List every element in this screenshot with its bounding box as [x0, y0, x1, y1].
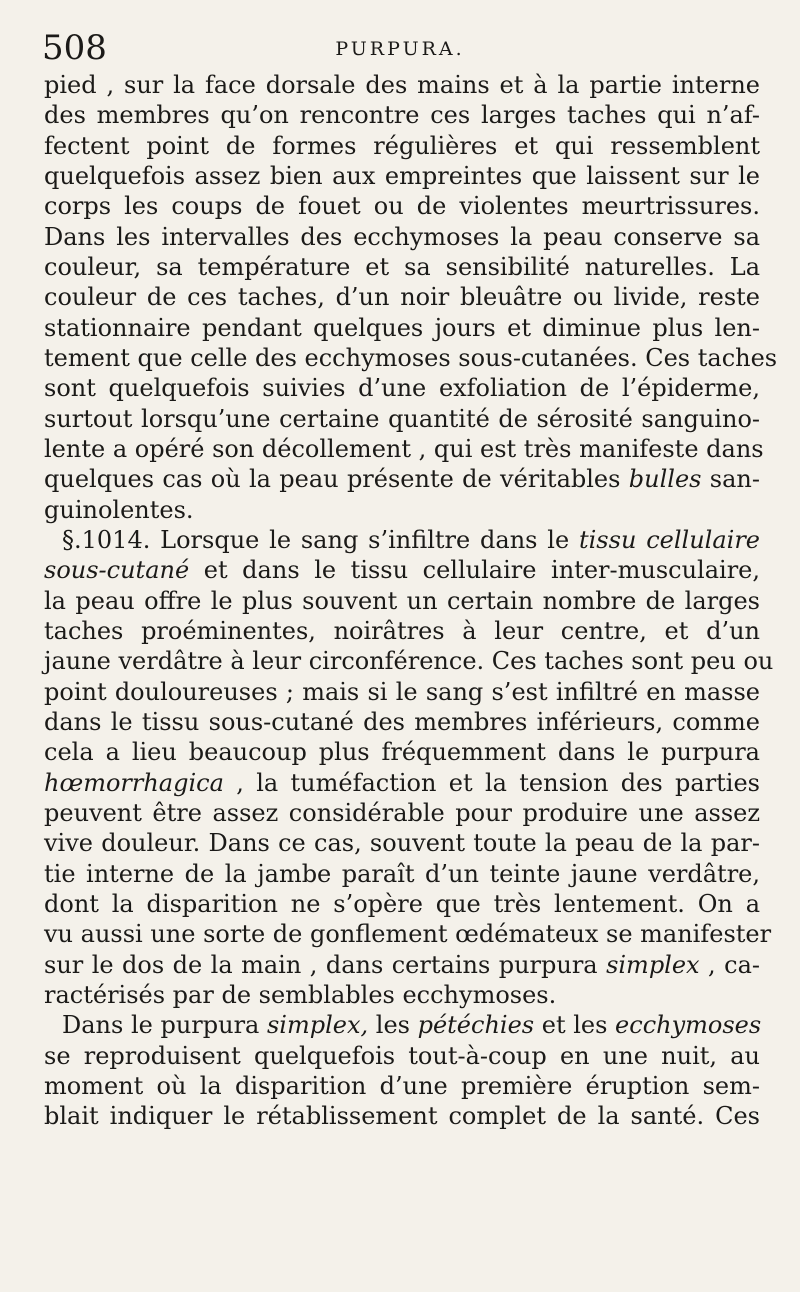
text-segment: les — [368, 1011, 418, 1040]
text-segment: des membres qu’on rencontre ces larges taches qui n’af- — [44, 101, 760, 130]
text-segment: san- — [701, 465, 760, 494]
text-line — [44, 282, 760, 312]
text-segment: taches proéminentes, noirâtres à leur centre, et d’un — [44, 616, 760, 645]
text-segment: quelques cas où la peau présente de véritables — [44, 465, 629, 494]
text-segment: cela a lieu beaucoup plus fréquemment dans le purpura — [44, 738, 760, 767]
text-line — [44, 525, 760, 555]
text-segment: moment où la disparition d’une première éruption sem- — [44, 1071, 760, 1100]
text-line — [44, 464, 760, 494]
italic-text: simplex, — [266, 1011, 369, 1040]
text-segment: fectent point de formes régulières et qui ressemblent — [44, 131, 760, 160]
text-segment: dont la disparition ne s’opère que très lentement. On a — [44, 889, 760, 918]
text-segment: point douloureuses ; mais si le sang s’est infiltré en masse — [44, 677, 760, 706]
text-line — [44, 1071, 760, 1101]
italic-text: bulles — [628, 465, 702, 494]
text-line — [44, 798, 760, 828]
text-line — [44, 161, 760, 191]
text-line — [44, 919, 772, 949]
running-head: PURPURA. — [335, 38, 465, 60]
text-line — [44, 677, 760, 707]
text-line — [44, 889, 760, 919]
page-header — [42, 28, 758, 68]
italic-text: hœmorrhagica — [44, 768, 224, 797]
text-segment: couleur, sa température et sa sensibilité naturelles. La — [44, 252, 760, 281]
italic-text: pétéchies — [417, 1011, 535, 1040]
text-segment: dans le tissu sous-cutané des membres inférieurs, comme — [44, 707, 760, 736]
text-line — [44, 586, 760, 616]
text-segment: et dans le tissu cellulaire inter-musculaire, — [189, 556, 760, 585]
text-segment: §.1014. Lorsque le sang s’infiltre dans le — [62, 525, 579, 554]
text-line — [44, 1041, 760, 1071]
text-segment: peuvent être assez considérable pour produire une assez — [44, 798, 760, 827]
text-segment: et les — [534, 1011, 616, 1040]
italic-text: ecchymoses — [615, 1011, 762, 1040]
text-line — [44, 616, 760, 646]
text-line — [44, 859, 760, 889]
text-line — [44, 313, 760, 343]
text-segment: stationnaire pendant quelques jours et diminue plus len- — [44, 313, 760, 342]
text-segment: se reproduisent quelquefois tout-à-coup en une nuit, au — [44, 1041, 760, 1070]
text-line — [44, 1010, 760, 1040]
body-text — [44, 70, 778, 1131]
text-segment: blait indiquer le rétablissement complet de la santé. Ces — [44, 1102, 760, 1131]
text-line — [44, 191, 760, 221]
italic-text: sous-cutané — [44, 556, 190, 585]
text-line — [44, 646, 774, 676]
text-segment: vive douleur. Dans ce cas, souvent toute la peau de la par- — [44, 829, 760, 858]
text-line — [44, 707, 760, 737]
text-line — [44, 737, 760, 767]
text-line — [44, 343, 778, 373]
text-segment: Dans les intervalles des ecchymoses la peau conserve sa — [44, 222, 760, 251]
text-line — [44, 768, 760, 798]
text-line — [44, 131, 760, 161]
text-segment: couleur de ces taches, d’un noir bleuâtre ou livide, reste — [44, 283, 760, 312]
text-segment: , ca- — [699, 950, 760, 979]
text-segment: sont quelquefois suivies d’une exfoliation de l’épiderme, — [44, 374, 760, 403]
text-line — [44, 100, 760, 130]
text-segment: corps les coups de fouet ou de violentes meurtrissures. — [44, 192, 760, 221]
text-line — [44, 495, 760, 525]
text-segment: tie interne de la jambe paraît d’un teinte jaune verdâtre, — [44, 859, 760, 888]
text-segment: surtout lorsqu’une certaine quantité de sérosité sanguino- — [44, 404, 760, 433]
text-segment: jaune verdâtre à leur circonférence. Ces taches sont peu ou — [44, 647, 774, 676]
text-segment: pied , sur la face dorsale des mains et à la partie interne — [44, 71, 760, 99]
text-segment: la peau offre le plus souvent un certain nombre de larges — [44, 586, 760, 615]
text-segment: Dans le purpura — [62, 1011, 267, 1040]
text-segment: quelquefois assez bien aux empreintes que laissent sur le — [44, 161, 760, 190]
text-segment: tement que celle des ecchymoses sous-cutanées. Ces taches — [44, 343, 778, 372]
page-number: 508 — [42, 28, 107, 68]
text-line — [44, 252, 760, 282]
text-line — [44, 555, 760, 585]
text-line — [44, 373, 760, 403]
text-line — [44, 950, 760, 980]
text-line — [44, 980, 760, 1010]
text-line — [44, 1101, 760, 1131]
text-line — [44, 70, 760, 100]
text-segment: vu aussi une sorte de gonflement œdémateux se manifester — [44, 920, 772, 949]
text-segment: sur le dos de la main , dans certains purpura — [44, 950, 607, 979]
text-line — [44, 828, 760, 858]
text-segment: lente a opéré son décollement , qui est très manifeste dans — [44, 434, 764, 463]
text-line — [44, 222, 760, 252]
text-line — [44, 434, 764, 464]
text-line — [44, 404, 760, 434]
italic-text: tissu cellulaire — [578, 525, 760, 554]
text-segment: guinolentes. — [44, 495, 194, 524]
text-segment: ractérisés par de semblables ecchymoses. — [44, 980, 557, 1009]
italic-text: simplex — [606, 950, 700, 979]
text-segment: , la tuméfaction et la tension des parties — [223, 768, 760, 797]
